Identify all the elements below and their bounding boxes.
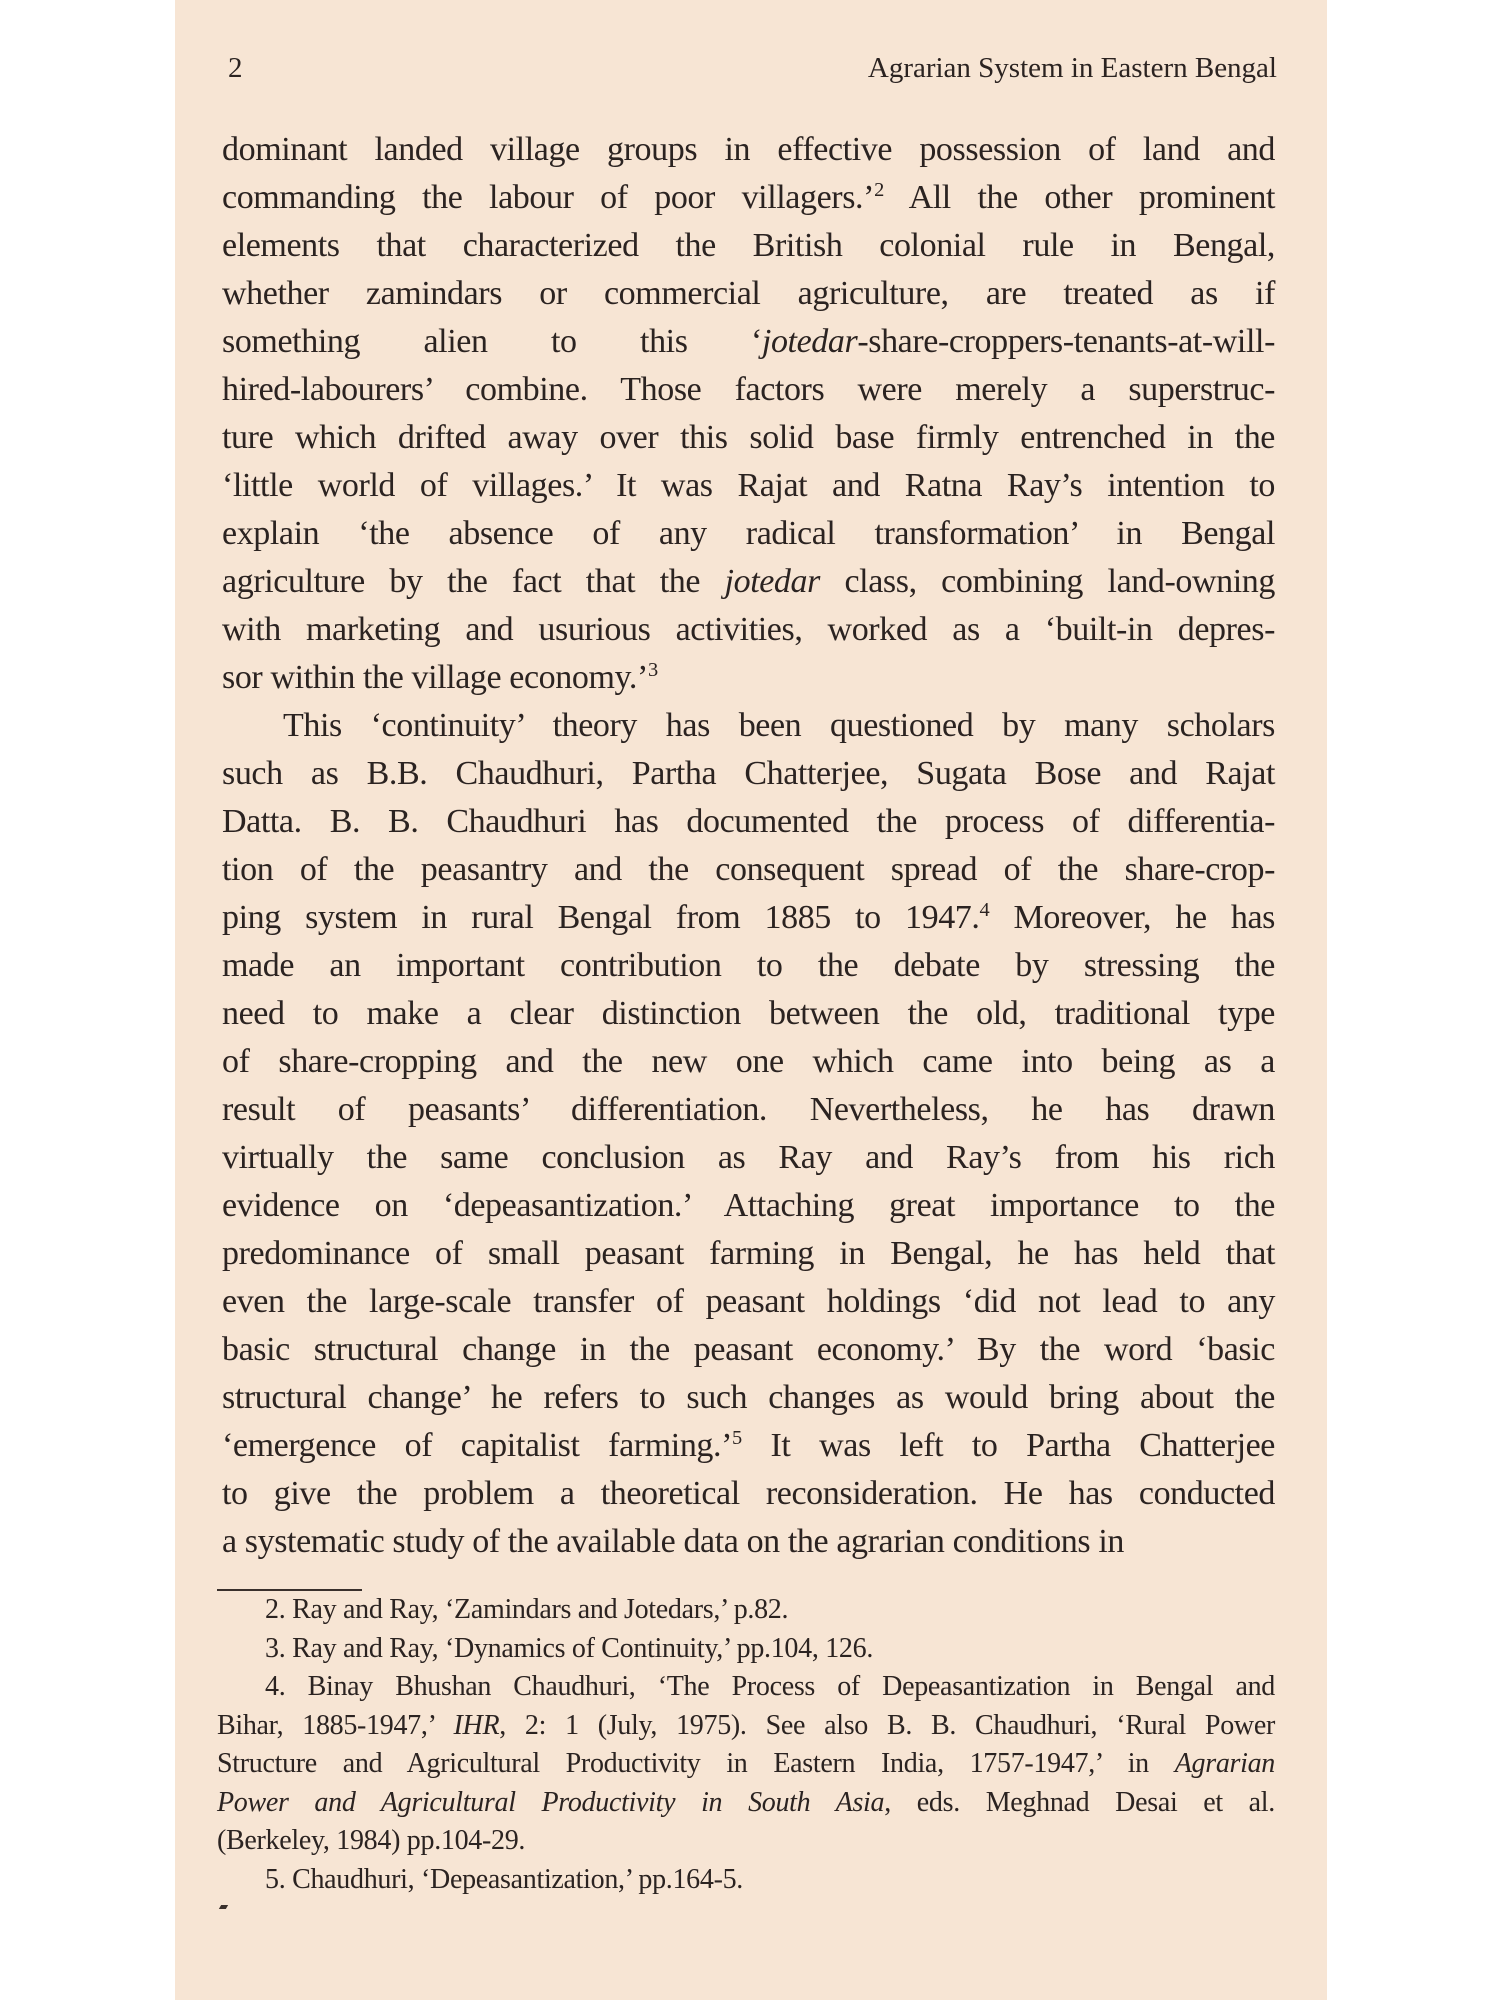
- text-segment: something alien to this ‘: [222, 323, 762, 360]
- body-line: [222, 990, 1275, 1038]
- print-mark: [219, 1905, 228, 1909]
- body-line: [222, 750, 1275, 798]
- body-line: [222, 1374, 1275, 1422]
- italic-text: jotedar: [724, 563, 820, 600]
- text-segment: of share-cropping and the new one which came into being as a: [222, 1043, 1275, 1080]
- body-line: [222, 126, 1275, 174]
- text-segment: hired-labourers’ combine. Those factors were merely a superstruc-: [222, 371, 1275, 408]
- text-segment: a systematic study of the available data on the agrarian conditions in: [222, 1523, 1124, 1560]
- running-title: Agrarian System in Eastern Bengal: [867, 52, 1277, 84]
- footnote-reference[interactable]: 3: [647, 658, 658, 681]
- italic-text: Power and Agricultural Productivity in South Asia: [217, 1786, 885, 1818]
- text-segment: virtually the same conclusion as Ray and Ray’s from his rich: [222, 1139, 1275, 1176]
- text-segment: All the other prominent: [883, 179, 1276, 216]
- italic-text: IHR: [453, 1709, 500, 1741]
- text-segment: Moreover, he has: [989, 899, 1275, 936]
- text-segment: need to make a clear distinction between the old, traditional type: [222, 995, 1275, 1032]
- footnote-reference[interactable]: 4: [979, 898, 990, 921]
- body-line: [222, 1278, 1275, 1326]
- footnote-line: [217, 1783, 1275, 1823]
- text-segment: structural change’ he refers to such changes as would bring about the: [222, 1379, 1275, 1416]
- text-segment: with marketing and usurious activities, worked as a ‘built-in depres-: [222, 611, 1275, 648]
- body-line: [222, 1182, 1275, 1230]
- body-line: [222, 654, 1275, 702]
- text-segment: elements that characterized the British colonial rule in Bengal,: [222, 227, 1275, 264]
- text-segment: agriculture by the fact that the: [222, 563, 725, 600]
- footnote-line: [217, 1744, 1275, 1784]
- footnote-line: [217, 1821, 1275, 1861]
- footnote-reference[interactable]: 5: [732, 1426, 742, 1449]
- text-segment: result of peasants’ differentiation. Nevertheless, he has drawn: [222, 1091, 1275, 1128]
- text-segment: 3. Ray and Ray, ‘Dynamics of Continuity,’ pp.104, 126.: [265, 1632, 874, 1664]
- body-line: [222, 558, 1275, 606]
- text-segment: 5. Chaudhuri, ‘Depeasantization,’ pp.164-5.: [265, 1863, 744, 1895]
- text-segment: class, combining land-owning: [819, 563, 1275, 600]
- body-line: [222, 462, 1275, 510]
- body-line: [222, 1230, 1275, 1278]
- body-line: [222, 1422, 1275, 1470]
- body-line: [222, 222, 1275, 270]
- footnote-line: [265, 1629, 1275, 1669]
- body-line: [222, 414, 1275, 462]
- text-segment: ‘little world of villages.’ It was Rajat and Ratna Ray’s intention to: [222, 467, 1275, 504]
- footnote-line: [265, 1860, 1275, 1900]
- text-segment: evidence on ‘depeasantization.’ Attaching great importance to the: [222, 1187, 1275, 1224]
- text-segment: Structure and Agricultural Productivity in Eastern India, 1757-1947,’ in: [217, 1748, 1175, 1779]
- body-line: [222, 606, 1275, 654]
- text-segment: It was left to Partha Chatterjee: [741, 1427, 1275, 1464]
- body-line: [222, 318, 1275, 366]
- body-line: [222, 174, 1275, 222]
- book-page: [175, 0, 1327, 2000]
- body-line: [222, 846, 1275, 894]
- text-segment: Bihar, 1885-1947,’: [217, 1709, 454, 1741]
- body-line: [222, 366, 1275, 414]
- text-segment: ‘emergence of capitalist farming.’: [222, 1427, 733, 1464]
- text-segment: This ‘continuity’ theory has been questioned by many scholars: [283, 707, 1275, 744]
- text-segment: whether zamindars or commercial agriculture, are treated as if: [222, 275, 1275, 312]
- text-segment: ture which drifted away over this solid base firmly entrenched in the: [222, 419, 1275, 456]
- text-segment: 2. Ray and Ray, ‘Zamindars and Jotedars,’ p.82.: [265, 1594, 789, 1625]
- italic-text: Agrarian: [1174, 1748, 1275, 1779]
- text-segment: dominant landed village groups in effective possession of land and: [222, 131, 1275, 168]
- text-segment: , eds. Meghnad Desai et al.: [884, 1786, 1275, 1818]
- body-line: [222, 1038, 1275, 1086]
- body-line: [222, 1134, 1275, 1182]
- body-line: [222, 1518, 1275, 1566]
- text-segment: , 2: 1 (July, 1975). See also B. B. Chaudhuri, ‘Rural Power: [499, 1709, 1275, 1741]
- footnote-line: [265, 1590, 1275, 1630]
- body-line: [222, 798, 1275, 846]
- body-line: [222, 1086, 1275, 1134]
- body-line: [283, 702, 1275, 750]
- text-segment: 4. Binay Bhushan Chaudhuri, ‘The Process of Depeasantization in Bengal and: [265, 1671, 1275, 1702]
- body-line: [222, 510, 1275, 558]
- text-segment: Datta. B. B. Chaudhuri has documented the process of differentia-: [222, 803, 1275, 840]
- page-number: 2: [228, 52, 243, 84]
- body-line: [222, 894, 1275, 942]
- text-segment: commanding the labour of poor villagers.’: [222, 179, 875, 216]
- text-segment: (Berkeley, 1984) pp.104-29.: [217, 1825, 526, 1856]
- body-line: [222, 1326, 1275, 1374]
- text-segment: such as B.B. Chaudhuri, Partha Chatterjee, Sugata Bose and Rajat: [222, 755, 1275, 792]
- text-segment: even the large-scale transfer of peasant holdings ‘did not lead to any: [222, 1283, 1275, 1320]
- footnote-line: [265, 1667, 1275, 1707]
- body-line: [222, 942, 1275, 990]
- body-line: [222, 1470, 1275, 1518]
- text-segment: basic structural change in the peasant economy.’ By the word ‘basic: [222, 1331, 1275, 1368]
- text-segment: tion of the peasantry and the consequent spread of the share-crop-: [222, 851, 1275, 888]
- body-line: [222, 270, 1275, 318]
- footnote-line: [217, 1706, 1275, 1746]
- text-segment: -share-croppers-tenants-at-will-: [857, 323, 1275, 360]
- italic-text: jotedar: [761, 323, 858, 360]
- footnote-reference[interactable]: 2: [874, 178, 884, 201]
- text-segment: ping system in rural Bengal from 1885 to 1947.: [222, 899, 980, 936]
- text-segment: sor within the village economy.’: [222, 659, 648, 696]
- text-segment: explain ‘the absence of any radical transformation’ in Bengal: [222, 515, 1275, 552]
- text-segment: to give the problem a theoretical reconsideration. He has conducted: [222, 1475, 1275, 1512]
- text-segment: predominance of small peasant farming in Bengal, he has held that: [222, 1235, 1275, 1272]
- text-segment: made an important contribution to the debate by stressing the: [222, 947, 1275, 984]
